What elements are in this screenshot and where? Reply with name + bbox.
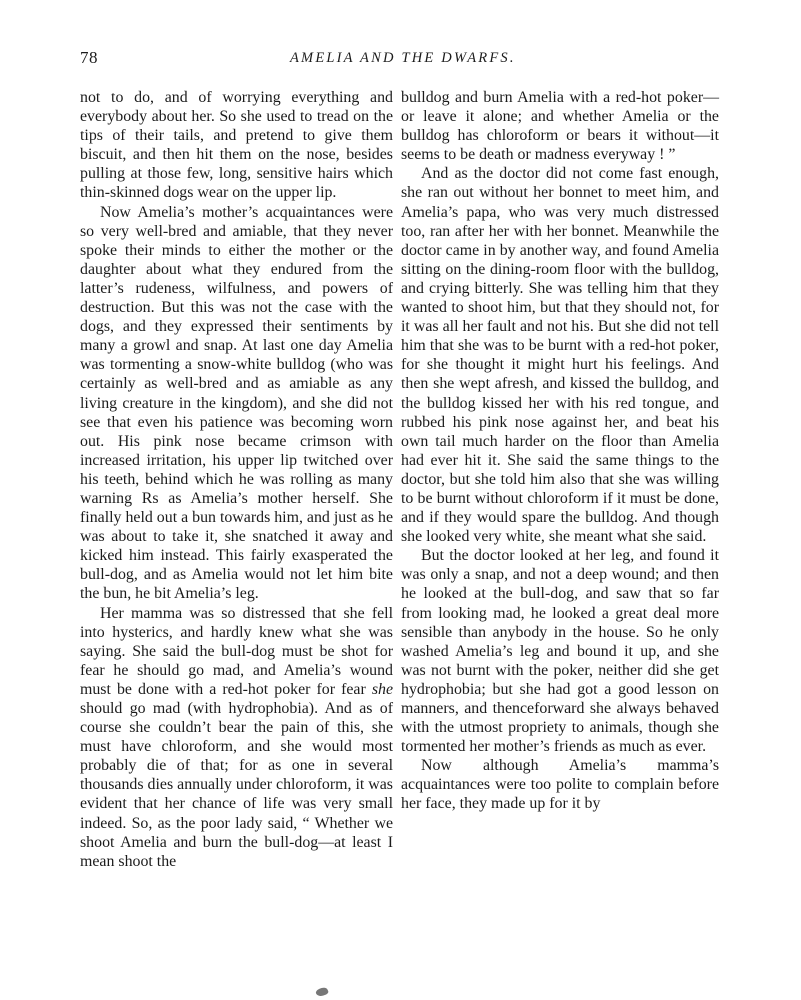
emphasis-word: she xyxy=(371,680,393,698)
running-title: AMELIA AND THE DWARFS. xyxy=(290,50,516,66)
paragraph: Now although Amelia’s mamma’s acquaintances were too polite to complain before her face, they made up for it by xyxy=(401,757,719,813)
paragraph xyxy=(80,604,393,871)
paragraph-continued: bulldog and burn Amelia with a red-hot poker—or leave it alone; and whether Amelia or the bulldog has chloroform or bears it without—it seems to be death or madness everyway ! ” xyxy=(401,89,719,164)
left-column xyxy=(80,88,393,871)
paragraph: But the doctor looked at her leg, and found it was only a snap, and not a deep wound; and then he looked at the bull-dog, and saw that so far from looking mad, he looked a great deal more sensible than anybody in the house. So he only washed Amelia’s leg and bound it up, and she was not burnt with the poker, neither did she get hydrophobia; but she had got a good lesson on manners, and thenceforward she always behaved with the utmost propriety to animals, though she tormented her mother’s friends as much as ever. xyxy=(401,547,719,756)
page-number: 78 xyxy=(80,48,98,67)
ink-smudge xyxy=(315,986,329,998)
paragraph: Now Amelia’s mother’s acquaintances were so very well-bred and amiable, that they never spoke their minds to either the mother or the daughter about what they endured from the latter’s rudeness, wilfulness, and powers of destruction. But this was not the case with the dogs, and they expressed their sentiments by many a growl and snap. At last one day Amelia was tormenting a snow-white bulldog (who was certainly as well-bred and as amiable as any living creature in the kingdom), and she did not see that even his patience was becoming worn out. His pink nose became crimson with increased irritation, his upper lip twitched over his teeth, behind which he was rolling as many warning Rs as Amelia’s mother herself. She finally held out a bun towards him, and just as he was about to take it, she snatched it away and kicked him instead. This fairly exasperated the bull-dog, and as Amelia would not let him bite the bun, he bit Amelia’s leg. xyxy=(80,203,393,603)
paragraph-continued: not to do, and of worrying everything and everybody about her. So she used to tread on the tips of their tails, and pretend to give them biscuit, and then hit them on the nose, besides pulling at those few, long, sensitive hairs which thin-skinned dogs wear on the upper lip. xyxy=(80,89,393,202)
paragraph-text: should go mad (with hydrophobia). And as of course she couldn’t bear the pain of this, she must have chloroform, and she would most probably die of that; for as one in several thousands dies annually under chloroform, it was evident that her chance of life was very small indeed. So, as the poor lady said, “ Whether we shoot Amelia and burn the bull-dog—at least I mean shoot the xyxy=(80,700,393,870)
running-head xyxy=(80,48,720,74)
paragraph: And as the doctor did not come fast enough, she ran out without her bonnet to meet him, and Amelia’s papa, who was very much distressed too, ran after her with her bonnet. Meanwhile the doctor came in by another way, and found Amelia sitting on the dining-room floor with the bulldog, and crying bitterly. She was telling him that they wanted to shoot him, but that they should not, for it was all her fault and not his. But she did not tell him that she was to be burnt with a red-hot poker, for she thought it might hurt his feelings. And then she wept afresh, and kissed the bulldog, and the bulldog kissed her with his red tongue, and rubbed his pink nose against her, and beat his own tail much harder on the floor than Amelia had ever hit it. She said the same things to the doctor, but she told him also that she was willing to be burnt without chloroform if it must be done, and if they would spare the bulldog. And though she looked very white, she meant what she said. xyxy=(401,165,719,546)
paragraph-text: Her mamma was so distressed that she fell into hysterics, and hardly knew what she was saying. She said the bull-dog must be shot for fear he should go mad, and Amelia’s wound must be done with a red-hot poker for fear xyxy=(80,604,393,698)
right-column xyxy=(401,88,719,814)
